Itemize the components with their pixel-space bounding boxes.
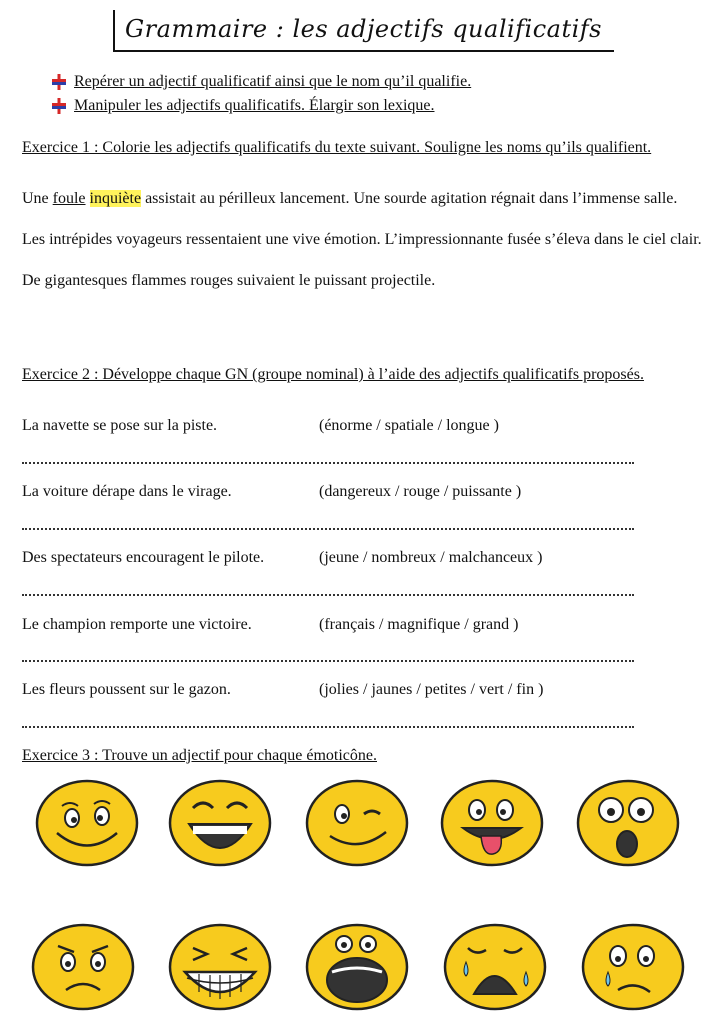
answer-line[interactable]: [22, 462, 634, 464]
screaming-face-icon: [302, 922, 412, 1012]
exercise3-title: Exercice 3 : Trouve un adjectif pour chaque émoticône.: [22, 747, 377, 764]
exercise2-sentence: Les fleurs poussent sur le gazon.: [22, 681, 231, 698]
laughing-face-icon: [165, 778, 275, 868]
exercise2-sentence: La navette se pose sur la piste.: [22, 417, 218, 434]
example-adjective: inquiète: [89, 190, 142, 207]
answer-line[interactable]: [22, 594, 634, 596]
exercise2-options: (énorme / spatiale / longue ): [319, 417, 499, 434]
objective-item: [52, 70, 471, 94]
grinning-teeth-face-icon: [165, 922, 275, 1012]
example-start: Une: [22, 190, 53, 207]
objective-text: Manipuler les adjectifs qualificatifs. Élargir son lexique.: [74, 97, 435, 114]
tongue-out-face-icon: [437, 778, 547, 868]
exercise2-title: Exercice 2 : Développe chaque GN (groupe nominal) à l’aide des adjectifs qualificatifs proposés.: [22, 366, 644, 383]
shocked-face-icon: [573, 778, 683, 868]
pouting-face-icon: [28, 922, 138, 1012]
smiling-face-icon: [32, 778, 142, 868]
title-area: [0, 10, 727, 52]
bullet-cross-icon: [52, 74, 66, 90]
answer-line[interactable]: [22, 726, 634, 728]
answer-line[interactable]: [22, 528, 634, 530]
winking-face-icon: [302, 778, 412, 868]
exercise2-sentence: Le champion remporte une victoire.: [22, 616, 252, 633]
exercise2-options: (jeune / nombreux / malchanceux ): [319, 549, 543, 566]
exercise1-text: [22, 178, 702, 301]
objectives-list: [52, 70, 471, 118]
page-title: Grammaire : les adjectifs qualificatifs: [113, 10, 614, 52]
bullet-cross-icon: [52, 98, 66, 114]
sad-face-icon: [578, 922, 688, 1012]
objective-item: [52, 94, 471, 118]
exercise2-sentence: Des spectateurs encouragent le pilote.: [22, 549, 265, 566]
crying-face-icon: [440, 922, 550, 1012]
exercise2-options: (dangereux / rouge / puissante ): [319, 483, 522, 500]
exercise1-title: Exercice 1 : Colorie les adjectifs qualificatifs du texte suivant. Souligne les noms qu’ils qualifient.: [22, 139, 652, 156]
answer-line[interactable]: [22, 660, 634, 662]
exercise2-sentence: La voiture dérape dans le virage.: [22, 483, 232, 500]
example-noun: foule: [52, 190, 86, 207]
objective-text: Repérer un adjectif qualificatif ainsi que le nom qu’il qualifie.: [74, 73, 472, 90]
exercise2-options: (français / magnifique / grand ): [319, 616, 519, 633]
exercise1-body: assistait au périlleux lancement. Une sourde agitation régnait dans l’immense salle. Les intrépides voyageurs ressentaient une vive émotion. L’impressionnante fusée s’éleva dans le ciel clair. De gigantesques flammes rouges suivaient le puissant projectile.: [22, 190, 702, 289]
exercise2-options: (jolies / jaunes / petites / vert / fin ): [319, 681, 544, 698]
